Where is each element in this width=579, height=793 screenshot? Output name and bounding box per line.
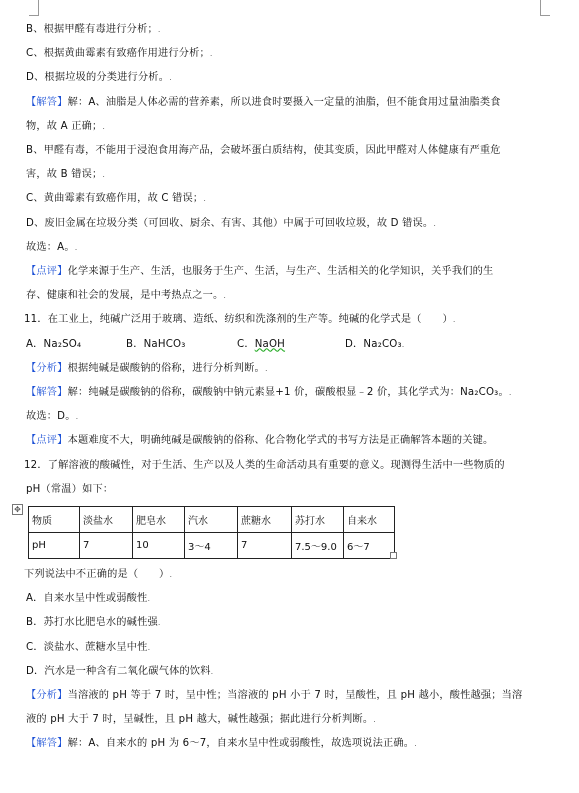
table-row [29,533,395,559]
option-a: A．自来水呈中性或弱酸性. [26,593,151,605]
option-b: B．苏打水比肥皂水的碱性强. [26,617,161,629]
table-cell: pH [29,533,80,559]
analysis-tag: 【分析】 [26,362,68,374]
option-c: C．淡盐水、蔗糖水呈中性. [26,641,151,653]
answer-line: C、黄曲霉素有致癌作用，故 C 错误；. [26,193,207,205]
option-b: B．NaHCO₃ [126,338,186,350]
table-cell: 10 [133,533,185,559]
option-d: D．Na₂CO₃ [345,338,402,350]
table-cell: 肥皂水 [133,507,185,533]
text-line: B、根据甲醛有毒进行分析；. [26,24,161,35]
answer-tag: 【解答】 [26,387,68,399]
table-move-handle-icon[interactable]: ✥ [12,504,23,515]
comment-tag: 【点评】 [26,435,68,447]
table-cell: 苏打水 [292,507,344,533]
option-a: A．Na₂SO₄ [26,338,82,350]
option-c: C．NaOH [237,338,286,350]
crop-mark-left [28,0,39,16]
analysis-line: 液的 pH 大于 7 时，呈碱性，且 pH 越大，碱性越强；据此进行分析判断。. [26,714,376,726]
table-cell: 7 [80,533,133,559]
text-line: C、根据黄曲霉素有致癌作用进行分析；. [26,48,213,60]
table-cell: 7 [238,533,292,559]
ph-table-wrapper [14,505,556,559]
answer-tag: 【解答】 [26,96,68,108]
document-page [14,18,556,757]
option-d: D．汽水是一种含有二氧化碳气体的饮料. [26,665,214,677]
table-resize-handle[interactable] [390,552,397,559]
answer-line: B、甲醛有毒，不能用于浸泡食用海产品，会破坏蛋白质结构，使其变质，因此甲醛对人体健康有严重危 [26,145,501,157]
ph-table [28,506,395,559]
answer-tag: 【解答】 [26,738,68,750]
analysis-tag: 【分析】 [26,690,68,702]
question-11-stem: 11．在工业上，纯碱广泛用于玻璃、造纸、纺织和洗涤剂的生产等。纯碱的化学式是（ ）. [24,314,456,326]
table-cell: 6～7 [344,533,395,559]
question-12-stem: 12．了解溶液的酸碱性，对于生活、生产以及人类的生命活动具有重要的意义。现测得生活中一些物质的 [24,459,505,471]
answer-line: 【解答】解：A、自来水的 pH 为 6～7，自来水呈中性或弱酸性，故选项说法正确。. [26,738,417,750]
answer-line: 物，故 A 正确；. [26,120,106,132]
question-12-stem: pH（常温）如下： [26,483,114,495]
answer-line: 【解答】解：纯碱是碳酸钠的俗称，碳酸钠中钠元素显+1 价，碳酸根显﹣2 价，其化学式为：Na₂CO₃。. [26,387,512,399]
comment-line: 【点评】化学来源于生产、生活，也服务于生产、生活，与生产、生活相关的化学知识，关乎我们的生 [26,266,494,278]
table-cell: 7.5～9.0 [292,533,344,559]
answer-line: 【解答】解：A、油脂是人体必需的营养素，所以进食时要摄入一定量的油脂，但不能食用过量油脂类食 [26,96,501,108]
comment-tag: 【点评】 [26,266,68,278]
table-row [29,507,395,533]
choice-line: 故选：D。. [26,411,79,423]
analysis-line: 【分析】当溶液的 pH 等于 7 时，呈中性；当溶液的 pH 小于 7 时，呈酸性，且 pH 越小，酸性越强；当溶 [26,690,523,702]
comment-line: 存、健康和社会的发展，是中考热点之一。. [26,290,227,302]
crop-mark-right [540,0,551,16]
table-cell: 物质 [29,507,80,533]
choice-line: 故选：A。. [26,241,78,253]
text-line: D、根据垃圾的分类进行分析。. [26,72,172,84]
table-cell: 蔗糖水 [238,507,292,533]
question-11-options: A．Na₂SO₄ B．NaHCO₃ C．NaOH D．Na₂CO₃. [24,333,556,357]
answer-line: D、废旧金属在垃圾分类（可回收、厨余、有害、其他）中属于可回收垃圾，故 D 错误。. [26,217,437,229]
analysis-line: 【分析】根据纯碱是碳酸钠的俗称，进行分析判断。. [26,362,268,374]
comment-line: 【点评】本题难度不大，明确纯碱是碳酸钠的俗称、化合物化学式的书写方法是正确解答本题的关键。 [26,435,494,447]
table-cell: 3～4 [185,533,238,559]
question-12-prompt: 下列说法中不正确的是（ ）. [24,569,173,581]
answer-line: 害，故 B 错误；. [26,169,106,181]
table-cell: 汽水 [185,507,238,533]
table-cell: 自来水 [344,507,395,533]
table-cell: 淡盐水 [80,507,133,533]
